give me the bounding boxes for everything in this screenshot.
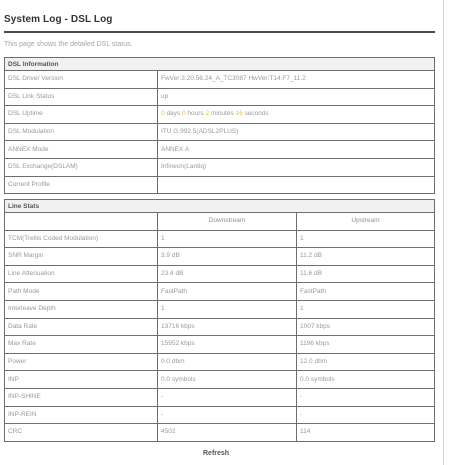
table-row: [5, 265, 435, 283]
downstream-value: 1: [158, 300, 297, 318]
uptime-hours-label: hours: [187, 110, 204, 118]
downstream-value: 23.4 dB: [158, 265, 297, 283]
table-row: [5, 336, 435, 354]
downstream-value: 3.9 dB: [158, 248, 297, 266]
downstream-value: 0.0 dbm: [158, 353, 297, 371]
row-value: Infineon(Lantiq): [158, 158, 435, 176]
row-value: ITU G.992.5(ADSL2PLUS): [158, 123, 435, 141]
row-label: Interleave Depth: [5, 300, 158, 318]
table-row: [5, 248, 435, 266]
row-label: Power: [5, 353, 158, 371]
table-row: [5, 371, 435, 389]
row-label: SNR Margin: [5, 248, 158, 266]
table-row: [5, 158, 435, 176]
upstream-value: 1007 kbps: [297, 318, 435, 336]
upstream-value: 1: [297, 230, 435, 248]
line-stats-table: [4, 199, 435, 442]
uptime-minutes-label: minutes: [210, 110, 234, 118]
row-label: TCM(Trellis Coded Modulation): [5, 230, 158, 248]
table-row: [5, 283, 435, 301]
table-row: [5, 106, 435, 124]
title-divider: [4, 31, 435, 33]
row-label: CRC: [5, 424, 158, 442]
upstream-value: 1: [297, 300, 435, 318]
downstream-value: -: [158, 388, 297, 406]
row-label: Line Attenuation: [5, 265, 158, 283]
upstream-value: FastPath: [297, 283, 435, 301]
page-right-border: [443, 0, 444, 465]
page-description: This page shows the detailed DSL status.: [4, 41, 133, 48]
downstream-value: 0.0 symbols: [158, 371, 297, 389]
row-label: Max Rate: [5, 336, 158, 354]
table-row: [5, 353, 435, 371]
row-label: Data Rate: [5, 318, 158, 336]
row-label: INP: [5, 371, 158, 389]
table-row: [5, 300, 435, 318]
upstream-column-header: Upstream: [297, 213, 435, 231]
downstream-value: 4502: [158, 424, 297, 442]
page-title: System Log - DSL Log: [4, 14, 113, 25]
row-label: INP-REIN: [5, 406, 158, 424]
row-label: DSL Driver Version: [5, 71, 158, 89]
section-header-row: [5, 58, 435, 71]
row-label: DSL Uptime: [5, 106, 158, 124]
table-row: [5, 406, 435, 424]
downstream-value: FastPath: [158, 283, 297, 301]
upstream-value: 11.2 dB: [297, 248, 435, 266]
line-stats-header: Line Stats: [5, 200, 435, 213]
row-value: FwVer:3.20.56.24_A_TC3087 HwVer:T14.F7_11.2: [158, 71, 435, 89]
row-label: ANNEX Mode: [5, 141, 158, 159]
uptime-seconds-label: seconds: [244, 110, 269, 118]
row-value: up: [158, 88, 435, 106]
column-header-row: [5, 213, 435, 231]
downstream-column-header: Downstream: [158, 213, 297, 231]
table-row: [5, 176, 435, 194]
upstream-value: 1196 kbps: [297, 336, 435, 354]
uptime-hours: 0: [181, 110, 186, 118]
row-label: Path Mode: [5, 283, 158, 301]
table-row: [5, 88, 435, 106]
downstream-value: 1: [158, 230, 297, 248]
table-row: [5, 424, 435, 442]
table-row: [5, 318, 435, 336]
upstream-value: 0.0 symbols: [297, 371, 435, 389]
downstream-value: 15952 kbps: [158, 336, 297, 354]
table-row: [5, 388, 435, 406]
table-row: [5, 141, 435, 159]
row-label: DSL Link Status: [5, 88, 158, 106]
uptime-days-label: days: [166, 110, 181, 118]
upstream-value: -: [297, 406, 435, 424]
uptime-seconds: 16: [235, 110, 243, 118]
dsl-information-header: DSL Information: [5, 58, 435, 71]
downstream-value: -: [158, 406, 297, 424]
downstream-value: 13716 kbps: [158, 318, 297, 336]
uptime-minutes: 2: [205, 110, 210, 118]
upstream-value: -: [297, 388, 435, 406]
row-label: DSL Modulation: [5, 123, 158, 141]
row-value: [158, 176, 435, 194]
row-label: Current Profile: [5, 176, 158, 194]
row-label: DSL Exchange(DSLAM): [5, 158, 158, 176]
row-value: ANNEX A: [158, 141, 435, 159]
dsl-information-table: [4, 57, 435, 194]
empty-header-cell: [5, 213, 158, 231]
table-row: [5, 230, 435, 248]
row-label: INP-SHINE: [5, 388, 158, 406]
section-header-row: [5, 200, 435, 213]
uptime-days: 0: [161, 110, 165, 118]
upstream-value: 12.0 dbm: [297, 353, 435, 371]
table-row: [5, 71, 435, 89]
uptime-value: [158, 106, 435, 124]
upstream-value: 114: [297, 424, 435, 442]
refresh-button[interactable]: Refresh: [203, 450, 230, 457]
upstream-value: 11.6 dB: [297, 265, 435, 283]
table-row: [5, 123, 435, 141]
